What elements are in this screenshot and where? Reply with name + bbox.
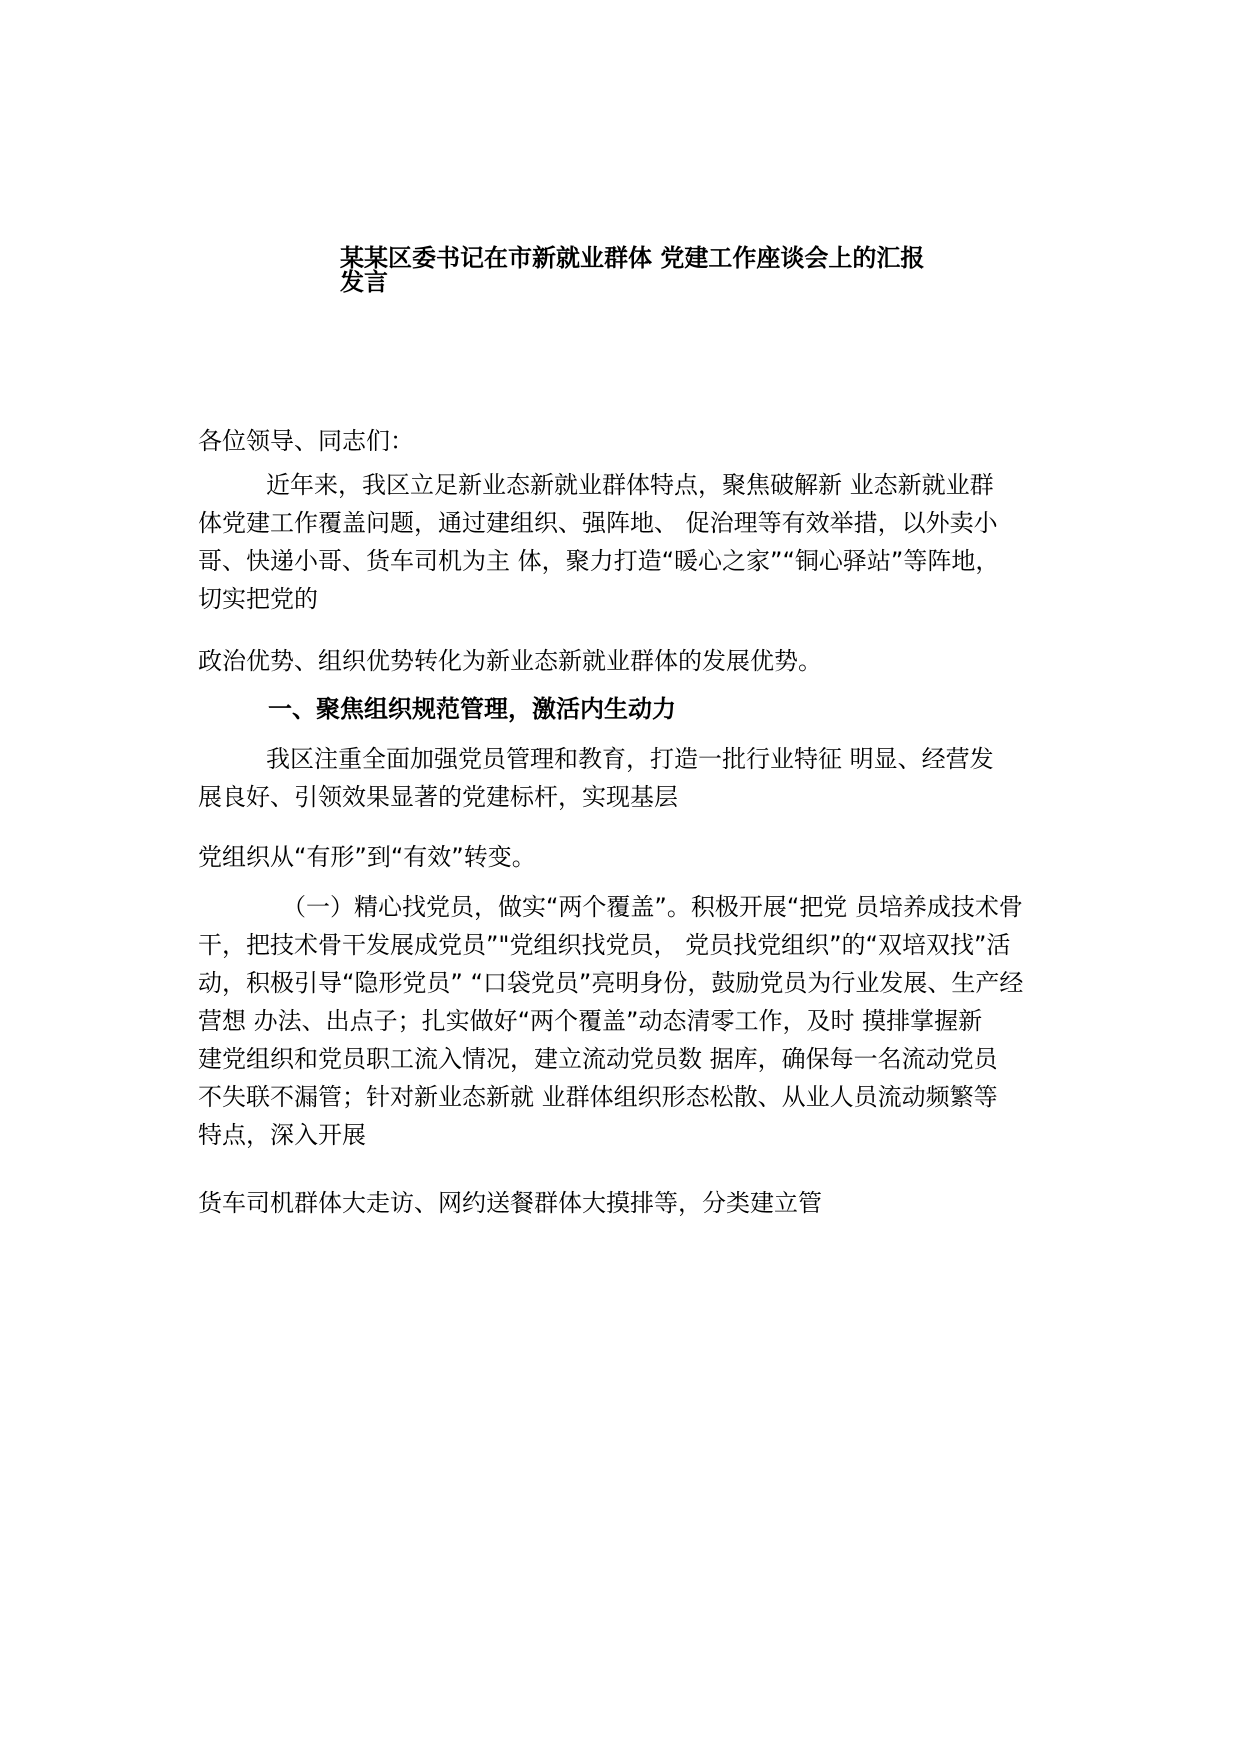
paragraph-line: 展良好、引领效果显著的党建标杆，实现基层 <box>198 783 678 811</box>
document-title <box>340 246 940 294</box>
section1-continuation <box>198 838 1098 876</box>
paragraph-line: 干，把技术骨干发展成党员”"党组织找党员， 党员找党组织”的“双培双找”活 <box>198 931 1011 959</box>
paragraph-line: 哥、快递小哥、货车司机为主 体，聚力打造“暖心之家”“铜心驿站”等阵地， <box>198 547 1000 575</box>
salutation-text: 各位领导、同志们： <box>198 427 414 455</box>
paragraph-line: 不失联不漏管；针对新业态新就 业群体组织形态松散、从业人员流动频繁等 <box>198 1083 998 1111</box>
title-line-1: 某某区委书记在市新就业群体 党建工作座谈会上的汇报 <box>340 244 925 272</box>
paragraph-line: 体党建工作覆盖问题，通过建组织、强阵地、 促治理等有效举措，以外卖小 <box>198 509 998 537</box>
paragraph-line: 特点，深入开展 <box>198 1121 366 1149</box>
paragraph-line: 切实把党的 <box>198 585 318 613</box>
title-line-2: 发言 <box>340 268 388 296</box>
subsection1-continuation <box>198 1184 1098 1222</box>
paragraph-line: 货车司机群体大走访、网约送餐群体大摸排等，分类建立管 <box>198 1189 822 1217</box>
paragraph-line: （一）精心找党员，做实“两个覆盖”。积极开展“把党 员培养成技术骨 <box>282 893 1023 921</box>
section-heading-1: 一、聚焦组织规范管理，激活内生动力 <box>268 695 676 723</box>
paragraph-line: 党组织从“有形”到“有效”转变。 <box>198 843 536 871</box>
paragraph-line: 营想 办法、出点子；扎实做好“两个覆盖”动态清零工作，及时 摸排掌握新 <box>198 1007 983 1035</box>
paragraph-line: 建党组织和党员职工流入情况，建立流动党员数 据库，确保每一名流动党员 <box>198 1045 998 1073</box>
salutation <box>198 422 1098 460</box>
paragraph-line: 我区注重全面加强党员管理和教育，打造一批行业特征 明显、经营发 <box>266 745 994 773</box>
intro-continuation <box>198 642 1098 680</box>
subsection1-paragraph <box>198 888 1098 1154</box>
paragraph-line: 近年来，我区立足新业态新就业群体特点，聚焦破解新 业态新就业群 <box>266 471 994 499</box>
section1-paragraph <box>198 740 1098 816</box>
intro-paragraph <box>198 466 1098 618</box>
paragraph-line: 动，积极引导“隐形党员” “口袋党员”亮明身份，鼓励党员为行业发展、生产经 <box>198 969 1024 997</box>
paragraph-line: 政治优势、组织优势转化为新业态新就业群体的发展优势。 <box>198 647 822 675</box>
